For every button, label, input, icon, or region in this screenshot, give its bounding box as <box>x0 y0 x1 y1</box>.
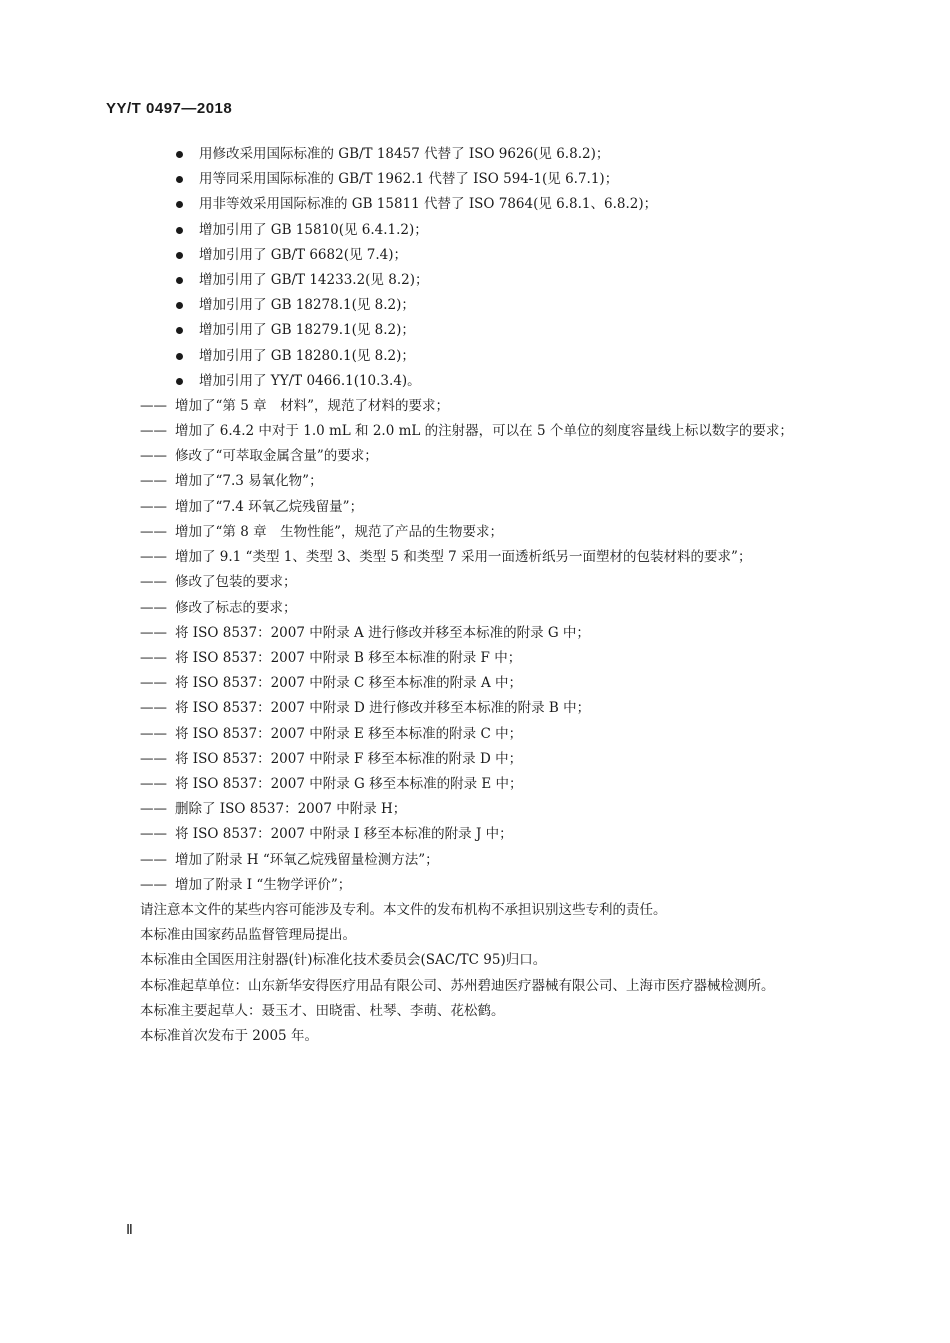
dash-mark: —— <box>140 523 167 540</box>
bullet-dot-icon <box>176 353 183 360</box>
dash-mark: —— <box>140 599 167 616</box>
bullet-dot-icon <box>176 151 183 158</box>
patent-notice: 请注意本文件的某些内容可能涉及专利。本文件的发布机构不承担识别这些专利的责任。 <box>140 901 667 918</box>
change-item: —— 将 ISO 8537：2007 中附录 F 移至本标准的附录 D 中； <box>106 747 846 772</box>
change-item: —— 修改了“可萃取金属含量”的要求； <box>106 444 846 469</box>
bullet-dot-icon <box>176 277 183 284</box>
dash-mark: —— <box>140 675 167 692</box>
bullet-dot-icon <box>176 176 183 183</box>
change-item: —— 增加了 9.1 “类型 1、类型 3、类型 5 和类型 7 采用一面透析纸另一面塑材的包装材料的要求”； <box>106 545 846 570</box>
dash-mark: —— <box>140 876 167 893</box>
dash-mark: —— <box>140 549 167 566</box>
change-item: —— 将 ISO 8537：2007 中附录 B 移至本标准的附录 F 中； <box>106 646 846 671</box>
first-publication: 本标准首次发布于 2005 年。 <box>140 1027 318 1044</box>
dash-mark: —— <box>140 397 167 414</box>
change-item: —— 修改了标志的要求； <box>106 596 846 621</box>
dash-mark: —— <box>140 826 167 843</box>
drafting-units: 本标准起草单位：山东新华安得医疗用品有限公司、苏州碧迪医疗器械有限公司、上海市医疗器械检测所。 <box>140 977 775 994</box>
dash-mark: —— <box>140 574 167 591</box>
dash-mark: —— <box>140 498 167 515</box>
change-item: —— 增加了“第 8 章 生物性能”，规范了产品的生物要求； <box>106 520 846 545</box>
change-item: —— 增加了“7.3 易氧化物”； <box>106 469 846 494</box>
bullet-item: 用非等效采用国际标准的 GB 15811 代替了 ISO 7864(见 6.8.1、6.8.2)； <box>106 192 846 217</box>
change-item: —— 将 ISO 8537：2007 中附录 D 进行修改并移至本标准的附录 B 中； <box>106 696 846 721</box>
dash-mark: —— <box>140 423 167 440</box>
bullet-item: 增加引用了 GB 15810(见 6.4.1.2)； <box>106 218 846 243</box>
dash-mark: —— <box>140 473 167 490</box>
dash-mark: —— <box>140 801 167 818</box>
bullet-list <box>106 142 846 394</box>
bullet-item: 增加引用了 GB 18279.1(见 8.2)； <box>106 318 846 343</box>
dash-mark: —— <box>140 448 167 465</box>
bullet-item: 增加引用了 YY/T 0466.1(10.3.4)。 <box>106 369 846 394</box>
bullet-item: 用修改采用国际标准的 GB/T 18457 代替了 ISO 9626(见 6.8.2)； <box>106 142 846 167</box>
change-item: —— 增加了附录 H “环氧乙烷残留量检测方法”； <box>106 848 846 873</box>
dash-mark: —— <box>140 750 167 767</box>
change-item: —— 将 ISO 8537：2007 中附录 E 移至本标准的附录 C 中； <box>106 722 846 747</box>
dash-mark: —— <box>140 700 167 717</box>
bullet-dot-icon <box>176 302 183 309</box>
change-item: —— 修改了包装的要求； <box>106 570 846 595</box>
dash-mark: —— <box>140 725 167 742</box>
bullet-item: 增加引用了 GB 18280.1(见 8.2)； <box>106 344 846 369</box>
bullet-item: 增加引用了 GB 18278.1(见 8.2)； <box>106 293 846 318</box>
change-item: —— 将 ISO 8537：2007 中附录 C 移至本标准的附录 A 中； <box>106 671 846 696</box>
dash-mark: —— <box>140 649 167 666</box>
change-item: —— 增加了附录 I “生物学评价”； <box>106 873 846 898</box>
bullet-dot-icon <box>176 252 183 259</box>
drafters: 本标准主要起草人：聂玉才、田晓雷、杜琴、李萌、花松鹤。 <box>140 1002 505 1019</box>
bullet-dot-icon <box>176 327 183 334</box>
change-item: —— 将 ISO 8537：2007 中附录 I 移至本标准的附录 J 中； <box>106 822 846 847</box>
proposer-statement: 本标准由国家药品监督管理局提出。 <box>140 927 356 944</box>
bullet-item: 增加引用了 GB/T 6682(见 7.4)； <box>106 243 846 268</box>
dash-mark: —— <box>140 624 167 641</box>
dash-mark: —— <box>140 851 167 868</box>
technical-committee-statement: 本标准由全国医用注射器(针)标准化技术委员会(SAC/TC 95)归口。 <box>140 952 547 969</box>
change-item: —— 增加了“7.4 环氧乙烷残留量”； <box>106 495 846 520</box>
change-item: —— 增加了 6.4.2 中对于 1.0 mL 和 2.0 mL 的注射器，可以在 5 个单位的刻度容量线上标以数字的要求； <box>106 419 846 444</box>
bullet-item: 增加引用了 GB/T 14233.2(见 8.2)； <box>106 268 846 293</box>
change-item: —— 增加了“第 5 章 材料”，规范了材料的要求； <box>106 394 846 419</box>
change-item: —— 将 ISO 8537：2007 中附录 A 进行修改并移至本标准的附录 G 中； <box>106 621 846 646</box>
bullet-dot-icon <box>176 227 183 234</box>
bullet-dot-icon <box>176 378 183 385</box>
dash-mark: —— <box>140 775 167 792</box>
bullet-dot-icon <box>176 201 183 208</box>
document-body <box>106 142 846 1049</box>
change-list <box>106 394 846 898</box>
change-item: —— 删除了 ISO 8537：2007 中附录 H； <box>106 797 846 822</box>
standard-code-header: YY/T 0497—2018 <box>106 100 233 117</box>
page-number: Ⅱ <box>126 1223 133 1238</box>
bullet-item: 用等同采用国际标准的 GB/T 1962.1 代替了 ISO 594-1(见 6.7.1)； <box>106 167 846 192</box>
change-item: —— 将 ISO 8537：2007 中附录 G 移至本标准的附录 E 中； <box>106 772 846 797</box>
